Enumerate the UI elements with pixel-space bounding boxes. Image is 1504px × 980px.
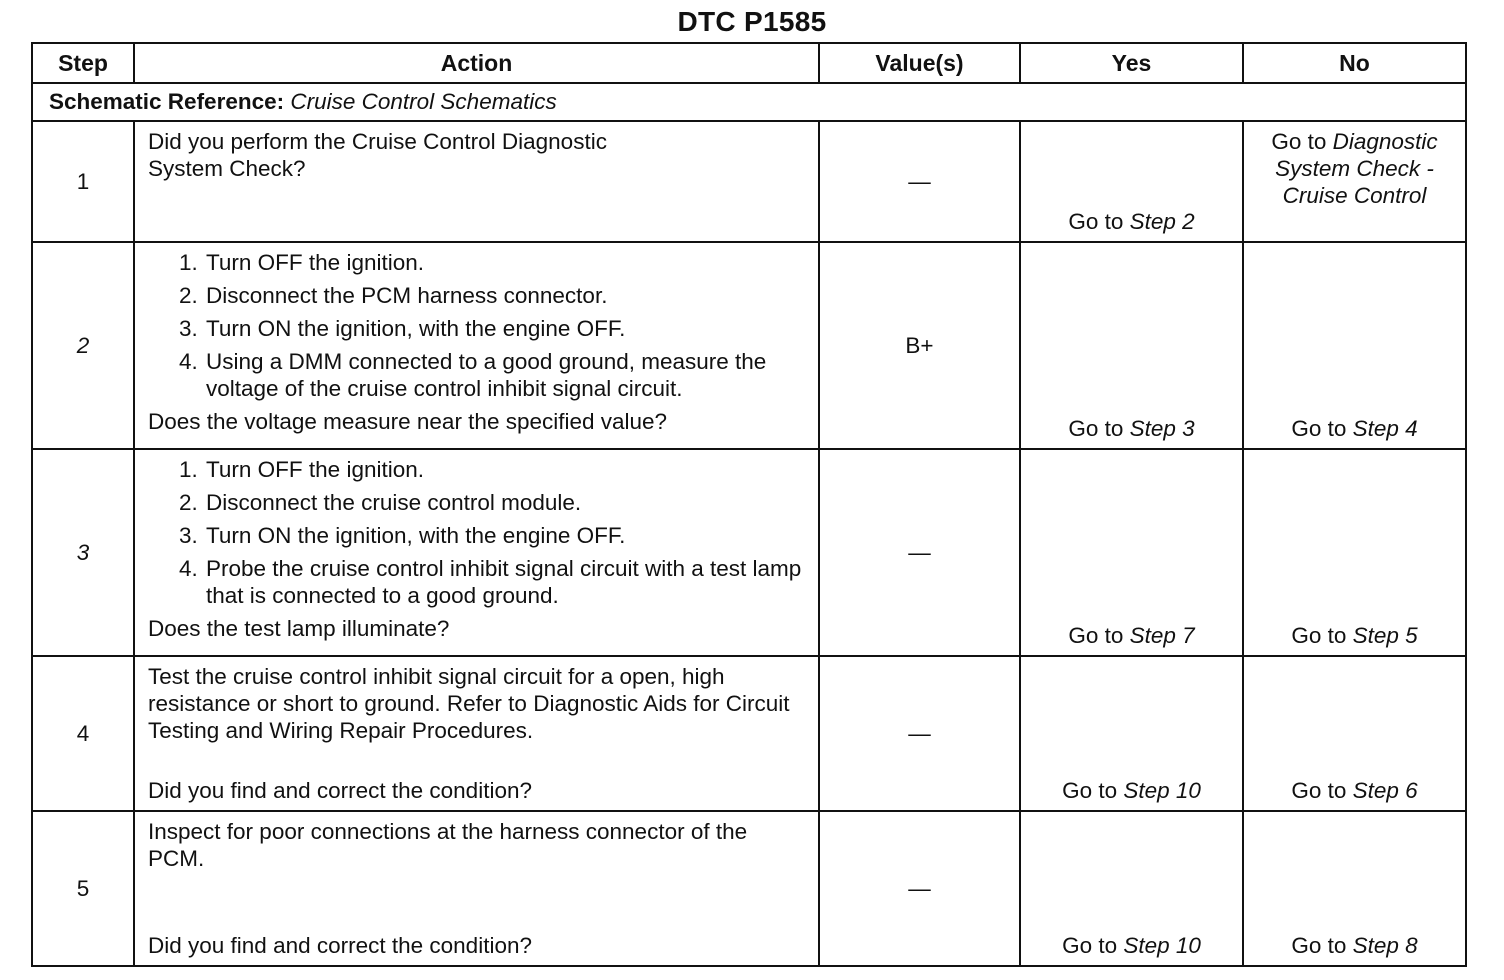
yes-cell [1020, 811, 1243, 966]
header-step: Step [32, 43, 134, 83]
header-values: Value(s) [819, 43, 1020, 83]
yes-step-link[interactable]: Step 10 [1123, 933, 1201, 958]
no-cell [1243, 811, 1466, 966]
no-cell [1243, 656, 1466, 811]
no-cell [1243, 242, 1466, 449]
action-cell [134, 811, 819, 966]
action-question: Does the voltage measure near the specified value? [148, 409, 668, 434]
go-to-text: Go to [1068, 416, 1124, 441]
go-to-text: Go to [1068, 209, 1124, 234]
no-step-link[interactable]: Step 5 [1352, 623, 1418, 648]
value-cell: — [819, 811, 1020, 966]
action-question: Did you find and correct the condition? [148, 933, 532, 958]
go-to-text: Go to [1291, 778, 1347, 803]
action-question: Did you find and correct the condition? [148, 778, 532, 803]
no-step-link[interactable]: Diagnostic System Check - Cruise Control [1275, 129, 1438, 208]
list-item: 2. Disconnect the PCM harness connector. [204, 282, 806, 309]
list-item: 1. Turn OFF the ignition. [204, 456, 806, 483]
yes-cell [1020, 121, 1243, 242]
action-text: Test the cruise control inhibit signal circuit for a open, high resistance or short to ground. Refer to Diagnostic Aids for Circuit Testing and Wiring Repair Procedures. [148, 664, 790, 743]
value-cell: — [819, 656, 1020, 811]
table-row [32, 242, 1466, 449]
go-to-text: Go to [1291, 623, 1347, 648]
step-number: 2 [32, 242, 134, 449]
diagnostic-table [31, 42, 1467, 967]
yes-cell [1020, 242, 1243, 449]
go-to-text: Go to [1068, 623, 1124, 648]
value-cell: — [819, 449, 1020, 656]
list-item: 4. Probe the cruise control inhibit signal circuit with a test lamp that is connected to a good ground. [204, 555, 806, 609]
yes-cell [1020, 656, 1243, 811]
schematic-link[interactable]: Cruise Control Schematics [290, 89, 557, 114]
table-row [32, 449, 1466, 656]
table-row [32, 121, 1466, 242]
no-step-link[interactable]: Step 8 [1352, 933, 1418, 958]
action-cell [134, 242, 819, 449]
schematic-reference [32, 83, 1466, 121]
action-text: Did you perform the Cruise Control Diagnostic System Check? [148, 129, 607, 181]
table-row [32, 656, 1466, 811]
step-number: 3 [32, 449, 134, 656]
go-to-text: Go to [1291, 416, 1347, 441]
step-number: 5 [32, 811, 134, 966]
go-to-text: Go to [1062, 933, 1118, 958]
go-to-text: Go to [1062, 778, 1118, 803]
list-item: 2. Disconnect the cruise control module. [204, 489, 806, 516]
no-cell [1243, 449, 1466, 656]
yes-step-link[interactable]: Step 3 [1129, 416, 1195, 441]
table-row [32, 811, 1466, 966]
schematic-label: Schematic Reference: [49, 89, 285, 114]
yes-step-link[interactable]: Step 10 [1123, 778, 1201, 803]
action-steps-list [148, 249, 806, 402]
header-action: Action [134, 43, 819, 83]
no-step-link[interactable]: Step 6 [1352, 778, 1418, 803]
list-item: 3. Turn ON the ignition, with the engine OFF. [204, 315, 806, 342]
action-text: Inspect for poor connections at the harness connector of the PCM. [148, 819, 748, 871]
action-question: Does the test lamp illuminate? [148, 616, 450, 641]
page-title: DTC P1585 [677, 6, 827, 37]
action-cell [134, 656, 819, 811]
yes-cell [1020, 449, 1243, 656]
step-number: 1 [32, 121, 134, 242]
header-row [32, 43, 1466, 83]
yes-step-link[interactable]: Step 7 [1129, 623, 1195, 648]
no-cell [1243, 121, 1466, 242]
schematic-row [32, 83, 1466, 121]
list-item: 4. Using a DMM connected to a good ground, measure the voltage of the cruise control inhibit signal circuit. [204, 348, 806, 402]
header-no: No [1243, 43, 1466, 83]
step-number: 4 [32, 656, 134, 811]
header-yes: Yes [1020, 43, 1243, 83]
list-item: 1. Turn OFF the ignition. [204, 249, 806, 276]
action-steps-list [148, 456, 806, 609]
action-cell [134, 121, 819, 242]
go-to-text: Go to [1271, 129, 1327, 154]
list-item: 3. Turn ON the ignition, with the engine OFF. [204, 522, 806, 549]
yes-step-link[interactable]: Step 2 [1129, 209, 1195, 234]
value-cell: B+ [819, 242, 1020, 449]
value-cell: — [819, 121, 1020, 242]
go-to-text: Go to [1291, 933, 1347, 958]
no-step-link[interactable]: Step 4 [1352, 416, 1418, 441]
action-cell [134, 449, 819, 656]
